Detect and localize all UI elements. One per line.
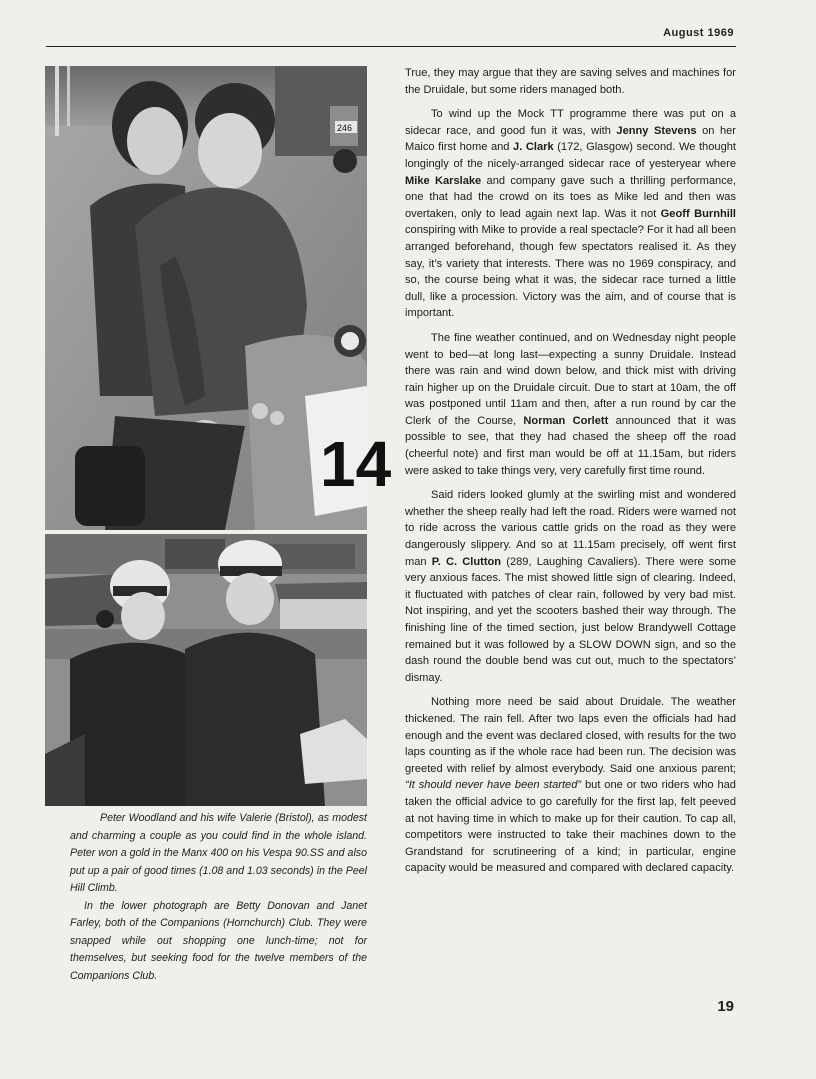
caption-paragraph: In the lower photograph are Betty Donovan and Janet Farley, both of the Companions (Hornchurch) Club. They were snapped while out shopping one lunch-time; not for themselves, but seeking food for the twelve members of the Companions Club. [70,899,367,982]
rider-name: Geoff Burnhill [660,207,736,220]
rider-name: Mike Karslake [405,174,482,187]
rider-name: Jenny Stevens [616,124,697,137]
article-paragraph: To wind up the Mock TT programme there was put on a sidecar race, and good fun it was, with Jenny Stevens on her Maico first home and J. Clark (172, Glasgow) second. We thought longingly of the nicely-arranged sidecar race of yesteryear where Mike Karslake and company gave such a thrilling performance, one that had the crowd on its toes as Mike led and then was overtaken, only to lead again next lap. Was it not Geoff Burnhill conspiring with Mike to provide a real spectacle? For it had all been arranged beforehand, though few spectators realised it. As they say, it’s variety that interests. There was no 1969 conspiracy, and so, the course being what it was, the sidecar race turned a little dull, like a procession. Victory was the aim, and of course that is important. [405,108,737,320]
issue-date: August 1969 [663,27,734,39]
page-number: 19 [717,998,734,1015]
photo-couple-on-scooter [45,66,392,530]
photo-couple-on-scooter-icon [45,66,392,530]
rider-name: P. C. Clutton [431,555,502,568]
photo-two-women-helmets-icon [45,534,367,806]
quotation: “It should never have been started” [405,779,582,792]
article-paragraph: Nothing more need be said about Druidale. The weather thickened. The rain fell. After two laps even the officials had had enough and the event was declared closed, with results for the two laps counting as if the whole race had been run. The decision was greeted with relief by almost everybody. Said one anxious parent; “It should never have been started” but one or two riders who had taken the official advice to go carefully for the first lap, felt peeved at not having time in which to make up for their caution. To cap all, competitors were instructed to take their machines down to the Grandstand for scrutineering of a kind; in particular, engine capacity would be measured and compared with declared capacity. [405,696,736,875]
rider-name: J. Clark [513,141,554,154]
race-number: 14 [320,428,392,500]
header-rule [46,46,736,47]
article-paragraph: True, they may argue that they are saving selves and machines for the Druidale, but some riders managed both. [405,67,736,96]
svg-text:246: 246 [337,123,353,133]
official-name: Norman Corlett [523,414,609,427]
photo-two-women-helmets [45,534,367,806]
article-column [405,65,736,885]
article-paragraph: Said riders looked glumly at the swirling mist and wondered whether the sheep really had left the road. Riders were warned not to ride across the various cattle grids on the road as they were dangerously slippery. And so at 11.15am precisely, off went first man P. C. Clutton (289, Laughing Cavaliers). There were some very anxious faces. The mist showed little sign of clearing. Indeed, it fluctuated with patches of clear rain, followed by very bad mist. Not inspiring, and yet the scooters bashed their way through. The finishing line of the timed section, just below Brandywell Cottage remained but it was followed by a SLOW DOWN sign, and so the dash round the double bend was cut out, much to the spectators’ dismay. [405,489,737,684]
article-paragraph: The fine weather continued, and on Wednesday night people went to bed—at long last—expecting a sunny Druidale. Instead there was rain and wind down below, and thick mist with driving rain higher up on the Druidale circuit. Due to start at 10am, the off was postponed until 11am and then, after a run round by car the Clerk of the Course, Norman Corlett announced that it was possible to see, that they had chased the sheep off the road (cheerful note) and first man would be off at 11.15am, but riders were asked to take things very, very carefully first time round. [405,331,737,477]
caption-paragraph: Peter Woodland and his wife Valerie (Bristol), as modest and charming a couple as you could find in the whole island. Peter won a gold in the Manx 400 on his Vespa 90.SS and also put up a pair of good times (1.08 and 1.03 seconds) in the Peel Hill Climb. [70,812,367,894]
photo-caption [70,810,367,985]
